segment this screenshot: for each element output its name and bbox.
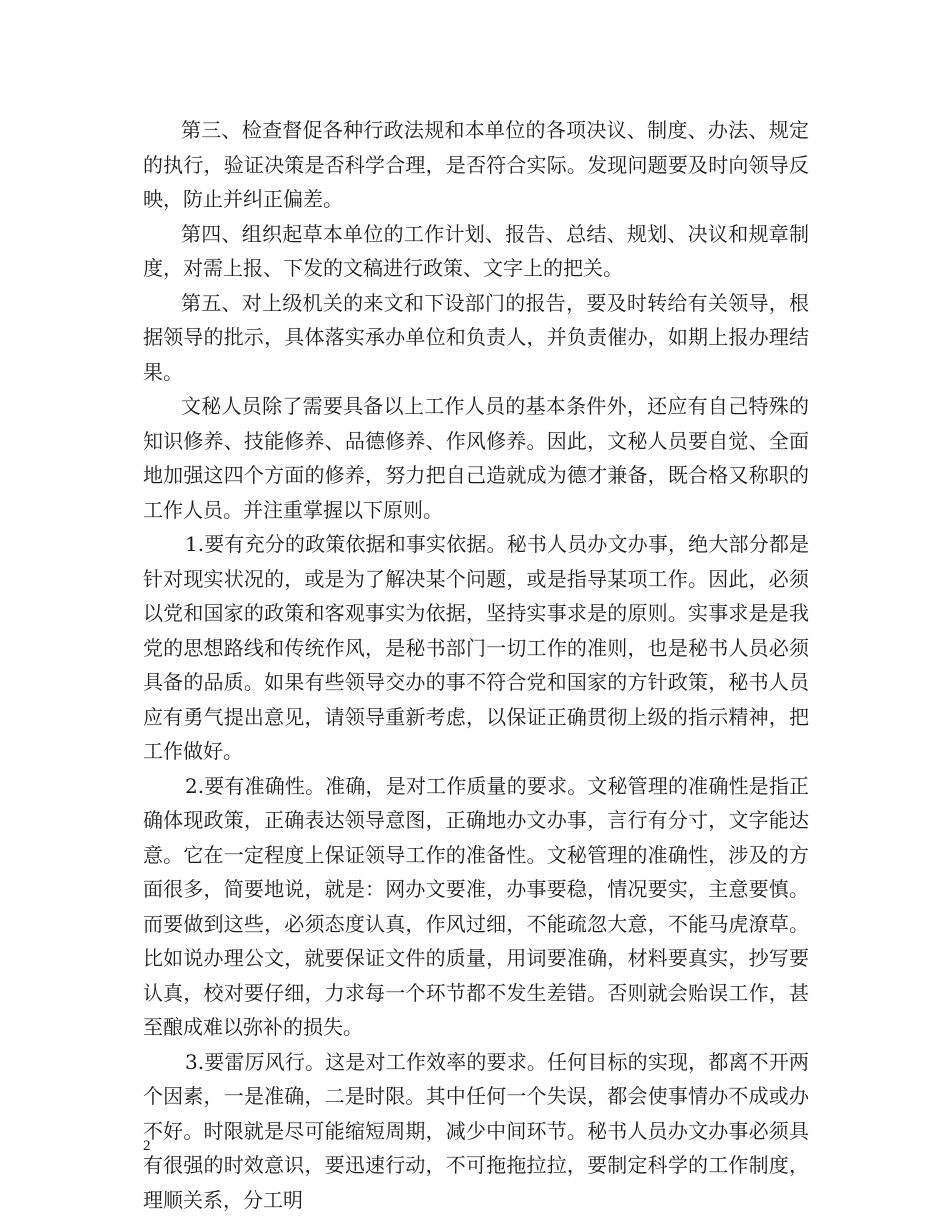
paragraph-principle-3: 3.要雷厉风行。这是对工作效率的要求。任何目标的实现，都离不开两个因素，一是准确，二是时限。其中任何一个失误，都会使事情办不成或办不好。时限就是尽可能缩短周期，减少中间环节。秘书人员办文办事必须具有很强的时效意识，要迅速行动，不可拖拖拉拉，要制定科学的工作制度，理顺关系，分工明 [143,1049,809,1212]
paragraph-third-duty: 第三、检查督促各种行政法规和本单位的各项决议、制度、办法、规定的执行，验证决策是否科学合理，是否符合实际。发现问题要及时向领导反映，防止并纠正偏差。 [143,118,809,211]
page-number: 2 [143,1138,151,1154]
paragraph-fourth-duty: 第四、组织起草本单位的工作计划、报告、总结、规划、决议和规章制度，对需上报、下发的文稿进行政策、文字上的把关。 [143,221,809,280]
paragraph-principle-1: 1.要有充分的政策依据和事实依据。秘书人员办文办事，绝大部分都是针对现实状况的，或是为了解决某个问题，或是指导某项工作。因此，必须以党和国家的政策和客观事实为依据，坚持实事求是的原则。实事求是是我党的思想路线和传统作风，是秘书部门一切工作的准则，也是秘书人员必须具备的品质。如果有些领导交办的事不符合党和国家的方针政策，秘书人员应有勇气提出意见，请领导重新考虑，以保证正确贯彻上级的指示精神，把工作做好。 [143,532,809,763]
paragraph-fifth-duty: 第五、对上级机关的来文和下设部门的报告，要及时转给有关领导，根据领导的批示，具体落实承办单位和负责人，并负责催办，如期上报办理结果。 [143,290,809,384]
paragraph-qualifications: 文秘人员除了需要具备以上工作人员的基本条件外，还应有自己特殊的知识修养、技能修养、品德修养、作风修养。因此，文秘人员要自觉、全面地加强这四个方面的修养，努力把自己造就成为德才兼备，既合格又称职的工作人员。并注重掌握以下原则。 [143,394,809,522]
document-body [143,113,809,1217]
paragraph-principle-2: 2.要有准确性。准确，是对工作质量的要求。文秘管理的准确性是指正确体现政策，正确表达领导意图，正确地办文办事，言行有分寸，文字能达意。它在一定程度上保证领导工作的准备性。文秘管理的准确性，涉及的方面很多，简要地说，就是：网办文要准，办事要稳，情况要实，主意要慎。而要做到这些，必须态度认真，作风过细，不能疏忽大意，不能马虎潦草。比如说办理公文，就要保证文件的质量，用词要准确，材料要真实，抄写要认真，校对要仔细，力求每一个环节都不发生差错。否则就会贻误工作，甚至酿成难以弥补的损失。 [143,773,809,1039]
